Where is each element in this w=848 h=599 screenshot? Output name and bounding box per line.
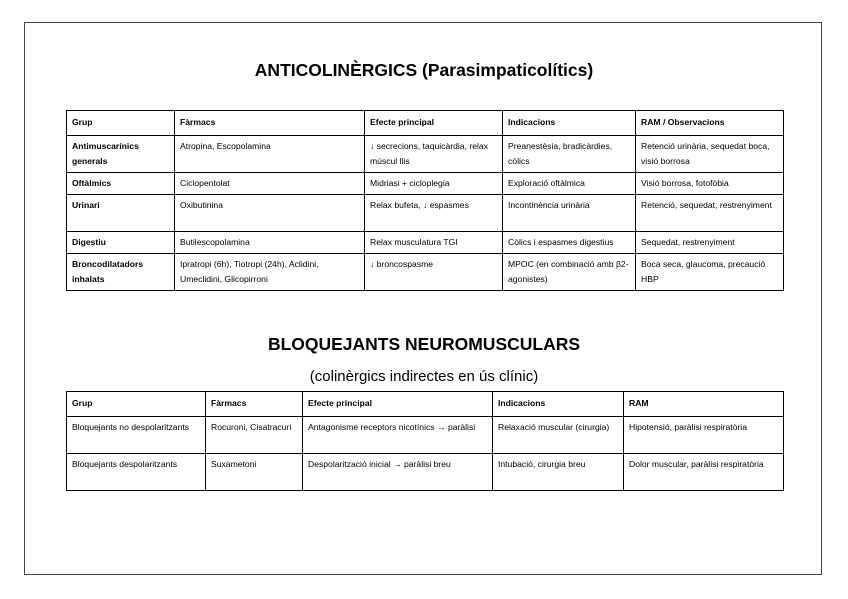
cell-indicacions: Còlics i espasmes digestius <box>503 232 636 254</box>
cell-farmacs: Atropina, Escopolamina <box>175 136 365 173</box>
header-indicacions: Indicacions <box>503 111 636 136</box>
table-row <box>67 454 784 491</box>
page-frame <box>24 22 822 575</box>
cell-indicacions: Incontinència urinària <box>503 195 636 232</box>
cell-efecte: ↓ broncospasme <box>365 254 503 291</box>
cell-grup: Digestiu <box>67 232 175 254</box>
cell-grup: Bloquejants no despolaritzants <box>67 417 206 454</box>
section2-subtitle: (colinèrgics indirectes en ús clínic) <box>309 368 539 385</box>
anticholinergics-table <box>66 110 784 291</box>
table-row <box>67 173 784 195</box>
header-efecte: Efecte principal <box>303 392 493 417</box>
table-row <box>67 195 784 232</box>
cell-efecte: Antagonisme receptors nicotínics → paràlisi <box>303 417 493 454</box>
header-efecte: Efecte principal <box>365 111 503 136</box>
table-row <box>67 232 784 254</box>
cell-indicacions: Relaxació muscular (cirurgia) <box>493 417 624 454</box>
cell-grup: Oftàlmics <box>67 173 175 195</box>
cell-ram: Visió borrosa, fotofòbia <box>636 173 784 195</box>
neuromuscular-blockers-table <box>66 391 784 491</box>
cell-grup: Antimuscarínics generals <box>67 136 175 173</box>
cell-ram: Dolor muscular, paràlisi respiratòria <box>624 454 784 491</box>
header-ram: RAM / Observacions <box>636 111 784 136</box>
cell-farmacs: Oxibutinina <box>175 195 365 232</box>
cell-farmacs: Butilescopolamina <box>175 232 365 254</box>
cell-indicacions: Exploració oftàlmica <box>503 173 636 195</box>
header-grup: Grup <box>67 111 175 136</box>
cell-ram: Sequedat, restrenyiment <box>636 232 784 254</box>
cell-ram: Boca seca, glaucoma, precaució HBP <box>636 254 784 291</box>
table-row <box>67 254 784 291</box>
table-row <box>67 417 784 454</box>
header-grup: Grup <box>67 392 206 417</box>
table-header-row <box>67 392 784 417</box>
cell-efecte: ↓ secrecions, taquicàrdia, relax múscul llis <box>365 136 503 173</box>
header-farmacs: Fàrmacs <box>175 111 365 136</box>
cell-farmacs: Ciclopentolat <box>175 173 365 195</box>
cell-indicacions: MPOC (en combinació amb β2-agonistes) <box>503 254 636 291</box>
cell-indicacions: Preanestèsia, bradicàrdies, còlics <box>503 136 636 173</box>
cell-farmacs: Rocuroni, Cisatracuri <box>206 417 303 454</box>
cell-ram: Hipotensió, paràlisi respiratòria <box>624 417 784 454</box>
table-row <box>67 136 784 173</box>
cell-indicacions: Intubació, cirurgia breu <box>493 454 624 491</box>
cell-ram: Retenció, sequedat, restrenyiment <box>636 195 784 232</box>
cell-farmacs: Ipratropi (6h), Tiotropi (24h), Aclidini, Umeclidini, Glicopirroni <box>175 254 365 291</box>
section2-title: BLOQUEJANTS NEUROMUSCULARS <box>267 334 581 354</box>
cell-efecte: Relax bufeta, ↓ espasmes <box>365 195 503 232</box>
cell-grup: Bloquejants despolaritzants <box>67 454 206 491</box>
table-header-row <box>67 111 784 136</box>
header-farmacs: Fàrmacs <box>206 392 303 417</box>
cell-efecte: Relax musculatura TGI <box>365 232 503 254</box>
cell-efecte: Midriasi + cicloplegia <box>365 173 503 195</box>
header-indicacions: Indicacions <box>493 392 624 417</box>
cell-grup: Broncodilatadors inhalats <box>67 254 175 291</box>
cell-ram: Retenció urinària, sequedat boca, visió borrosa <box>636 136 784 173</box>
header-ram: RAM <box>624 392 784 417</box>
section1-title: ANTICOLINÈRGICS (Parasimpaticolítics) <box>254 60 594 80</box>
cell-farmacs: Suxametoni <box>206 454 303 491</box>
cell-efecte: Despolarització inicial → paràlisi breu <box>303 454 493 491</box>
cell-grup: Urinari <box>67 195 175 232</box>
